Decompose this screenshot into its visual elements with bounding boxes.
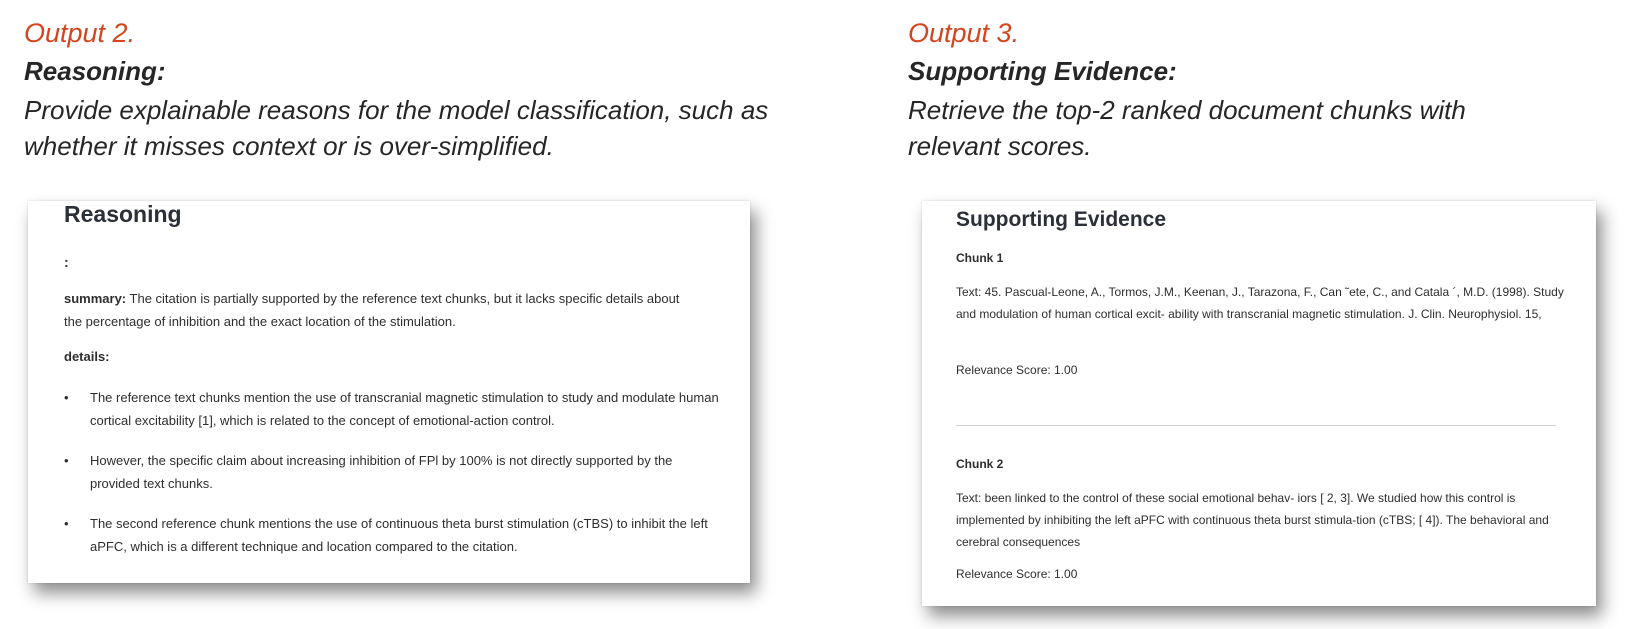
supporting-evidence-description bbox=[908, 92, 1466, 164]
chunk-2-text: Text: been linked to the control of these social emotional behav- iors [ 2, 3]. We studied how this control is implemented by inhibiting the left aPFC with continuous theta burst stimula-tion (cTBS; [ 4]). The behavioral and cerebral consequences bbox=[956, 491, 1549, 549]
details-list-item bbox=[64, 386, 724, 432]
details-label: details: bbox=[64, 349, 110, 364]
reasoning-description-line-2: whether it misses context or is over-simplified. bbox=[24, 131, 554, 161]
summary-text: The citation is partially supported by the reference text chunks, but it lacks specific details about the percentage of inhibition and the exact location of the stimulation. bbox=[64, 291, 680, 329]
details-list-item bbox=[64, 512, 724, 558]
reasoning-colon: : bbox=[64, 254, 69, 270]
chunk-1-title: Chunk 1 bbox=[956, 251, 1004, 265]
chunk-2-relevance-score: Relevance Score: 1.00 bbox=[956, 567, 1078, 581]
bullet-icon: • bbox=[64, 390, 69, 405]
bullet-icon: • bbox=[64, 516, 69, 531]
reasoning-card bbox=[28, 201, 750, 583]
output-2-label: Output 2. bbox=[24, 18, 136, 48]
chunk-1-text: Text: 45. Pascual-Leone, A., Tormos, J.M., Keenan, J., Tarazona, F., Can ˜ete, C., and Catala ´, M.D. (1998). Study and modulation of human cortical excit- ability with transcranial magnetic stimulation. J. Clin. Neurophysiol. 15, bbox=[956, 285, 1564, 321]
reasoning-heading: Reasoning: bbox=[24, 56, 166, 86]
supporting-evidence-card bbox=[922, 201, 1596, 606]
reasoning-summary bbox=[64, 287, 694, 333]
chunk-divider bbox=[956, 425, 1556, 426]
reasoning-description-line-1: Provide explainable reasons for the model classification, such as bbox=[24, 95, 769, 125]
summary-label: summary: bbox=[64, 291, 127, 306]
supporting-evidence-card-title: Supporting Evidence bbox=[956, 208, 1167, 231]
details-list bbox=[64, 386, 724, 575]
details-item-text: However, the specific claim about increasing inhibition of FPl by 100% is not directly supported by the provided text chunks. bbox=[90, 453, 673, 491]
reasoning-card-title: Reasoning bbox=[64, 201, 182, 227]
bullet-icon: • bbox=[64, 453, 69, 468]
chunk-2-title: Chunk 2 bbox=[956, 457, 1004, 471]
supporting-evidence-description-line-1: Retrieve the top-2 ranked document chunks with bbox=[908, 95, 1466, 125]
reasoning-description bbox=[24, 92, 768, 164]
supporting-evidence-heading: Supporting Evidence: bbox=[908, 56, 1177, 86]
details-item-text: The reference text chunks mention the use of transcranial magnetic stimulation to study and modulate human cortical excitability [1], which is related to the concept of emotional-action control. bbox=[90, 390, 719, 428]
details-item-text: The second reference chunk mentions the use of continuous theta burst stimulation (cTBS) to inhibit the left aPFC, which is a different technique and location compared to the citation. bbox=[90, 516, 708, 554]
details-list-item bbox=[64, 449, 724, 495]
output-3-label: Output 3. bbox=[908, 18, 1020, 48]
chunk-1-relevance-score: Relevance Score: 1.00 bbox=[956, 363, 1078, 377]
supporting-evidence-description-line-2: relevant scores. bbox=[908, 131, 1092, 161]
